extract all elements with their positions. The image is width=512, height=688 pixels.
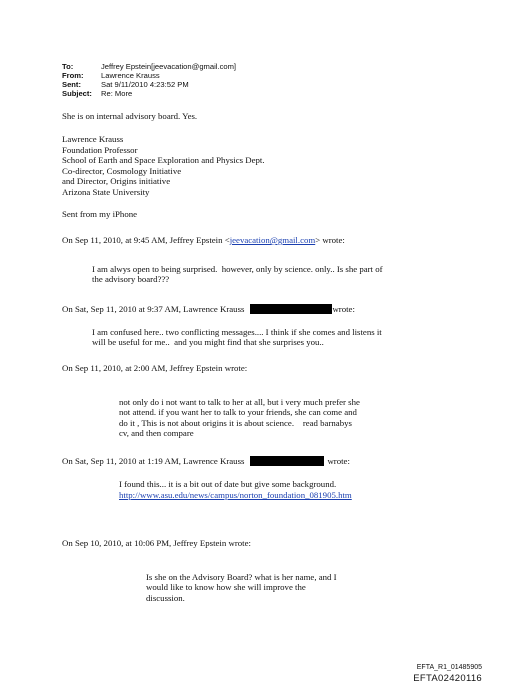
email-link[interactable]: jeevacation@gmail.com: [229, 235, 316, 245]
signature-line: School of Earth and Space Exploration and Physics Dept.: [62, 155, 265, 165]
sent-value: Sat 9/11/2010 4:23:52 PM: [101, 80, 189, 89]
sent-from-line: Sent from my iPhone: [62, 209, 138, 219]
reply-line: She is on internal advisory board. Yes.: [62, 111, 198, 121]
quote-body: I am alwys open to being surprised. however, only by science. only.. Is she part of the advisory board???: [92, 264, 383, 285]
signature-line: and Director, Origins initiative: [62, 176, 171, 186]
quote-header: On Sep 10, 2010, at 10:06 PM, Jeffrey Epstein wrote:: [62, 538, 251, 548]
to-value: Jeffrey Epstein[jeevacation@gmail.com]: [101, 62, 237, 71]
quote-header: [62, 235, 345, 245]
quote-header: [62, 304, 355, 314]
quote-header: [62, 456, 350, 466]
quote-body: I found this... it is a bit out of date but give some background.: [119, 479, 337, 489]
quote-header-suffix: > wrote:: [315, 235, 345, 245]
quote-body: I am confused here.. two conflicting messages.... I think if she comes and listens it will be useful for me.. and you might find that she surprises you..: [92, 327, 382, 348]
quote-header: On Sep 11, 2010, at 2:00 AM, Jeffrey Epstein wrote:: [62, 363, 248, 373]
redaction-block: [250, 456, 324, 466]
signature-line: Co-director, Cosmology Initiative: [62, 166, 182, 176]
quote-body: Is she on the Advisory Board? what is her name, and I would like to know how she will improve the discussion.: [146, 572, 337, 603]
signature-line: Lawrence Krauss: [62, 134, 124, 144]
from-value: Lawrence Krauss: [101, 71, 160, 80]
doc-id-primary: EFTA_R1_01485905: [416, 664, 482, 671]
quote-header-text: On Sat, Sep 11, 2010 at 9:37 AM, Lawrence Krauss: [62, 304, 245, 314]
to-label: To:: [62, 62, 74, 71]
quote-body: not only do i not want to talk to her at all, but i very much prefer she not attend. if you want her to talk to your friends, she can come and do it , This is not about origins it is about science. read barnabys cv, and then compare: [119, 397, 360, 439]
signature-line: Arizona State University: [62, 187, 150, 197]
redaction-block: [250, 304, 332, 314]
signature-line: Foundation Professor: [62, 145, 138, 155]
sent-label: Sent:: [62, 80, 81, 89]
from-label: From:: [62, 71, 84, 80]
quote-header-suffix: wrote:: [332, 304, 355, 314]
quote-header-text: On Sat, Sep 11, 2010 at 1:19 AM, Lawrence Krauss: [62, 456, 245, 466]
quote-header-suffix: wrote:: [327, 456, 350, 466]
subject-value: Re: More: [101, 89, 133, 98]
news-link[interactable]: http://www.asu.edu/news/campus/norton_foundation_081905.htm: [119, 490, 352, 500]
doc-id-secondary: EFTA02420116: [413, 673, 482, 684]
quote-header-text: On Sep 11, 2010, at 9:45 AM, Jeffrey Epstein <: [62, 235, 230, 245]
subject-label: Subject:: [62, 89, 92, 98]
